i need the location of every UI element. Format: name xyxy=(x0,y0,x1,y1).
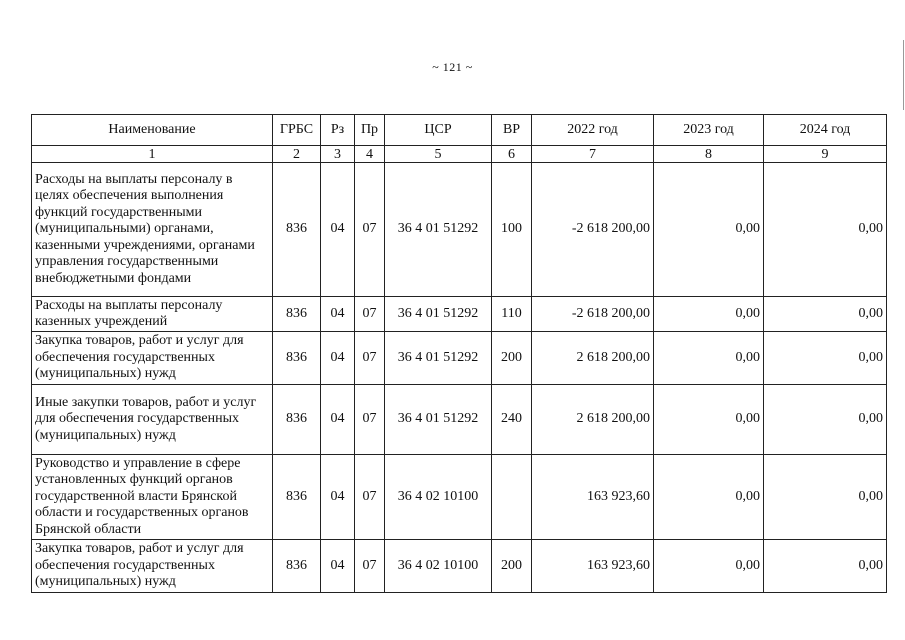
row-2024: 0,00 xyxy=(764,540,887,593)
row-vr: 200 xyxy=(492,540,532,593)
row-pr: 07 xyxy=(355,455,385,540)
row-name: Расходы на выплаты персоналу в целях обеспечения выполнения функций государственными (муниципальными) органами, казенными учреждениями, органами управления государственными внебюджетными фондами xyxy=(32,163,273,297)
table-row xyxy=(32,455,887,540)
row-rz: 04 xyxy=(321,297,355,332)
row-2022: 163 923,60 xyxy=(532,540,654,593)
row-2022: -2 618 200,00 xyxy=(532,297,654,332)
row-rz: 04 xyxy=(321,540,355,593)
row-pr: 07 xyxy=(355,332,385,385)
row-grbs: 836 xyxy=(273,385,321,455)
scan-margin-line xyxy=(903,40,904,110)
header-grbs: ГРБС xyxy=(273,115,321,146)
row-name: Расходы на выплаты персоналу казенных учреждений xyxy=(32,297,273,332)
row-2023: 0,00 xyxy=(654,163,764,297)
table-row xyxy=(32,297,887,332)
header-vr: ВР xyxy=(492,115,532,146)
index-cell: 8 xyxy=(654,146,764,163)
row-grbs: 836 xyxy=(273,163,321,297)
table-index-row xyxy=(32,146,887,163)
header-2023: 2023 год xyxy=(654,115,764,146)
index-cell: 9 xyxy=(764,146,887,163)
table-row xyxy=(32,332,887,385)
row-name: Закупка товаров, работ и услуг для обеспечения государственных (муниципальных) нужд xyxy=(32,332,273,385)
index-cell: 5 xyxy=(385,146,492,163)
header-rz: Рз xyxy=(321,115,355,146)
row-vr: 100 xyxy=(492,163,532,297)
header-pr: Пр xyxy=(355,115,385,146)
row-2022: 2 618 200,00 xyxy=(532,385,654,455)
row-rz: 04 xyxy=(321,455,355,540)
row-rz: 04 xyxy=(321,163,355,297)
row-vr: 110 xyxy=(492,297,532,332)
table-header-row xyxy=(32,115,887,146)
row-vr xyxy=(492,455,532,540)
row-vr: 240 xyxy=(492,385,532,455)
table-row xyxy=(32,163,887,297)
row-name: Иные закупки товаров, работ и услуг для обеспечения государственных (муниципальных) нужд xyxy=(32,385,273,455)
row-csr: 36 4 01 51292 xyxy=(385,385,492,455)
row-pr: 07 xyxy=(355,163,385,297)
header-name: Наименование xyxy=(32,115,273,146)
header-csr: ЦСР xyxy=(385,115,492,146)
index-cell: 6 xyxy=(492,146,532,163)
row-2024: 0,00 xyxy=(764,332,887,385)
row-pr: 07 xyxy=(355,385,385,455)
index-cell: 7 xyxy=(532,146,654,163)
row-2024: 0,00 xyxy=(764,297,887,332)
row-2022: 2 618 200,00 xyxy=(532,332,654,385)
row-2024: 0,00 xyxy=(764,455,887,540)
row-grbs: 836 xyxy=(273,332,321,385)
budget-table xyxy=(31,114,887,593)
row-grbs: 836 xyxy=(273,455,321,540)
row-2024: 0,00 xyxy=(764,385,887,455)
row-csr: 36 4 02 10100 xyxy=(385,540,492,593)
row-csr: 36 4 01 51292 xyxy=(385,332,492,385)
table-row xyxy=(32,385,887,455)
row-rz: 04 xyxy=(321,385,355,455)
table-row xyxy=(32,540,887,593)
row-2023: 0,00 xyxy=(654,332,764,385)
index-cell: 2 xyxy=(273,146,321,163)
row-csr: 36 4 02 10100 xyxy=(385,455,492,540)
row-name: Руководство и управление в сфере установленных функций органов государственной власти Брянской области и государственных органов Брянской области xyxy=(32,455,273,540)
index-cell: 4 xyxy=(355,146,385,163)
index-cell: 1 xyxy=(32,146,273,163)
row-2023: 0,00 xyxy=(654,455,764,540)
row-2024: 0,00 xyxy=(764,163,887,297)
row-2023: 0,00 xyxy=(654,385,764,455)
row-pr: 07 xyxy=(355,540,385,593)
row-vr: 200 xyxy=(492,332,532,385)
row-2023: 0,00 xyxy=(654,297,764,332)
row-rz: 04 xyxy=(321,332,355,385)
row-2022: -2 618 200,00 xyxy=(532,163,654,297)
header-2024: 2024 год xyxy=(764,115,887,146)
row-grbs: 836 xyxy=(273,540,321,593)
row-2023: 0,00 xyxy=(654,540,764,593)
row-pr: 07 xyxy=(355,297,385,332)
row-2022: 163 923,60 xyxy=(532,455,654,540)
row-grbs: 836 xyxy=(273,297,321,332)
header-2022: 2022 год xyxy=(532,115,654,146)
page-number: ~ 121 ~ xyxy=(432,60,473,74)
row-csr: 36 4 01 51292 xyxy=(385,163,492,297)
row-csr: 36 4 01 51292 xyxy=(385,297,492,332)
row-name: Закупка товаров, работ и услуг для обеспечения государственных (муниципальных) нужд xyxy=(32,540,273,593)
index-cell: 3 xyxy=(321,146,355,163)
